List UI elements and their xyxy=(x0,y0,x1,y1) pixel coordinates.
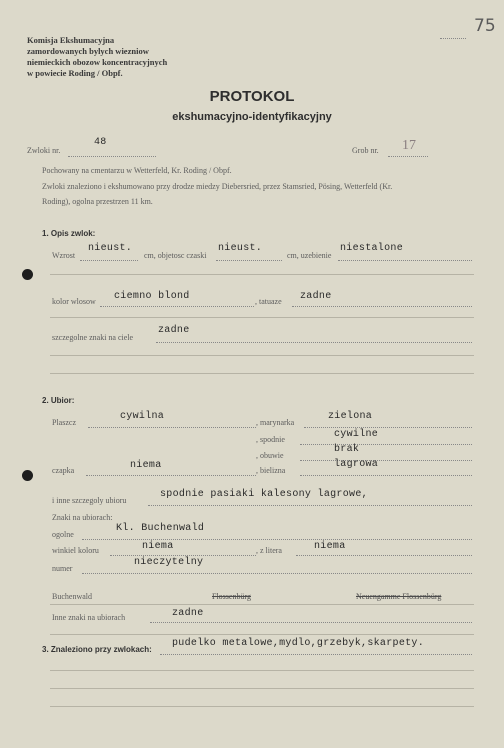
section3-value: pudelko metalowe,mydlo,grzebyk,skarpety. xyxy=(172,638,425,649)
uzebienie-underline xyxy=(338,260,472,261)
row-rule xyxy=(50,274,474,275)
litera-value: niema xyxy=(314,541,346,552)
row-rule xyxy=(50,604,474,605)
tatuaze-label: , tatuaze xyxy=(255,297,282,306)
uzebienie-value: niestalone xyxy=(340,243,404,254)
wzrost-label: Wzrost xyxy=(52,251,76,260)
czaski-label: cm, objetosc czaski xyxy=(144,251,207,260)
grob-underline xyxy=(388,156,428,157)
punch-hole-top xyxy=(22,269,33,280)
row-rule xyxy=(50,670,474,671)
flossenburg-struck-right: Neuengamme Flossenbürg xyxy=(356,592,442,601)
winkiel-underline xyxy=(110,555,256,556)
kolor-underline xyxy=(100,306,254,307)
plaszcz-label: Plaszcz xyxy=(52,418,76,427)
document-title: PROTOKOL xyxy=(209,88,295,105)
bielizna-underline xyxy=(300,475,472,476)
commission-header-line2: zamordowanych bylych wiezniow xyxy=(27,46,149,56)
marynarka-underline xyxy=(304,427,472,428)
punch-hole-bottom xyxy=(22,470,33,481)
section2-heading: 2. Ubior: xyxy=(42,396,75,405)
wzrost-value: nieust. xyxy=(88,243,133,254)
document-subtitle: ekshumacyjno-identyfikacyjny xyxy=(172,111,332,123)
commission-header-line3: niemieckich obozow koncentracyjnych xyxy=(27,57,168,67)
winkiel-value: niema xyxy=(142,541,174,552)
pochowany-line: Pochowany na cmentarzu w Wetterfeld, Kr. Roding / Obpf. xyxy=(42,166,232,175)
buchenwald-label: Buchenwald xyxy=(52,592,92,601)
czapka-label: czapka xyxy=(52,466,75,475)
ogolne-value: Kl. Buchenwald xyxy=(116,523,205,534)
row-rule xyxy=(50,317,474,318)
ogolne-label: ogolne xyxy=(52,530,74,539)
kolor-value: ciemno blond xyxy=(114,291,190,302)
inne-znaki-underline xyxy=(150,622,472,623)
section1-heading: 1. Opis zwlok: xyxy=(42,229,96,238)
litera-label: , z litera xyxy=(256,546,282,555)
czapka-underline xyxy=(86,475,256,476)
tatuaze-value: zadne xyxy=(300,291,332,302)
plaszcz-underline xyxy=(88,427,256,428)
grob-number: 17 xyxy=(402,138,416,153)
row-rule xyxy=(50,706,474,707)
zwloki-underline xyxy=(68,156,156,157)
czaski-value: nieust. xyxy=(218,243,263,254)
inne-szczegoly-underline xyxy=(148,505,472,506)
page-number: 75 xyxy=(474,16,496,36)
commission-header-line1: Komisja Ekshumacyjna xyxy=(27,35,115,45)
row-rule xyxy=(50,355,474,356)
tatuaze-underline xyxy=(292,306,472,307)
litera-underline xyxy=(296,555,472,556)
numer-label: numer xyxy=(52,564,73,573)
inne-znaki-value: zadne xyxy=(172,608,204,619)
inne-szczegoly-value: spodnie pasiaki kalesony lagrowe, xyxy=(160,489,368,500)
czapka-value: niema xyxy=(130,460,162,471)
winkiel-label: winkiel koloru xyxy=(52,546,99,555)
flossenburg-struck-center: Flossenbürg xyxy=(212,592,251,601)
section3-underline xyxy=(160,654,472,655)
kolor-label: kolor wlosow xyxy=(52,297,96,306)
bielizna-label: , bielizna xyxy=(256,466,286,475)
numer-underline xyxy=(82,573,472,574)
commission-header-line4: w powiecie Roding / Obpf. xyxy=(27,68,123,78)
row-rule xyxy=(50,634,474,635)
obuwie-value: brak xyxy=(334,444,360,455)
znaki-value: zadne xyxy=(158,325,190,336)
wzrost-underline xyxy=(80,260,138,261)
spodnie-underline xyxy=(300,444,472,445)
znaleziono-line-1: Zwloki znaleziono i ekshumowano przy drodze miedzy Diebersried, przez Stamsried, Pösing, Wetterfeld (Kr. xyxy=(42,182,393,191)
grob-label: Grob nr. xyxy=(352,146,379,155)
spodnie-value: cywilne xyxy=(334,429,379,440)
obuwie-label: , obuwie xyxy=(256,451,284,460)
numer-value: nieczytelny xyxy=(134,557,204,568)
znaki-underline xyxy=(156,342,472,343)
uzebienie-label: cm, uzebienie xyxy=(287,251,332,260)
bielizna-value: lagrowa xyxy=(334,459,379,470)
znaki-na-ubiorach-label: Znaki na ubiorach: xyxy=(52,513,113,522)
row-rule xyxy=(50,688,474,689)
czaski-underline xyxy=(216,260,282,261)
obuwie-underline xyxy=(300,460,472,461)
inne-znaki-label: Inne znaki na ubiorach xyxy=(52,613,126,622)
page-number-dash xyxy=(440,38,466,39)
zwloki-label: Zwloki nr. xyxy=(27,146,61,155)
spodnie-label: , spodnie xyxy=(256,435,285,444)
inne-szczegoly-label: i inne szczegoly ubioru xyxy=(52,496,127,505)
section3-heading: 3. Znaleziono przy zwlokach: xyxy=(42,645,152,654)
row-rule xyxy=(50,373,474,374)
zwloki-number: 48 xyxy=(94,137,107,148)
znaki-label: szczegolne znaki na ciele xyxy=(52,333,134,342)
znaleziono-line-2: Roding), ogolna przestrzen 11 km. xyxy=(42,197,153,206)
plaszcz-value: cywilna xyxy=(120,411,165,422)
marynarka-value: zielona xyxy=(328,411,373,422)
ogolne-underline xyxy=(82,539,472,540)
marynarka-label: , marynarka xyxy=(256,418,295,427)
